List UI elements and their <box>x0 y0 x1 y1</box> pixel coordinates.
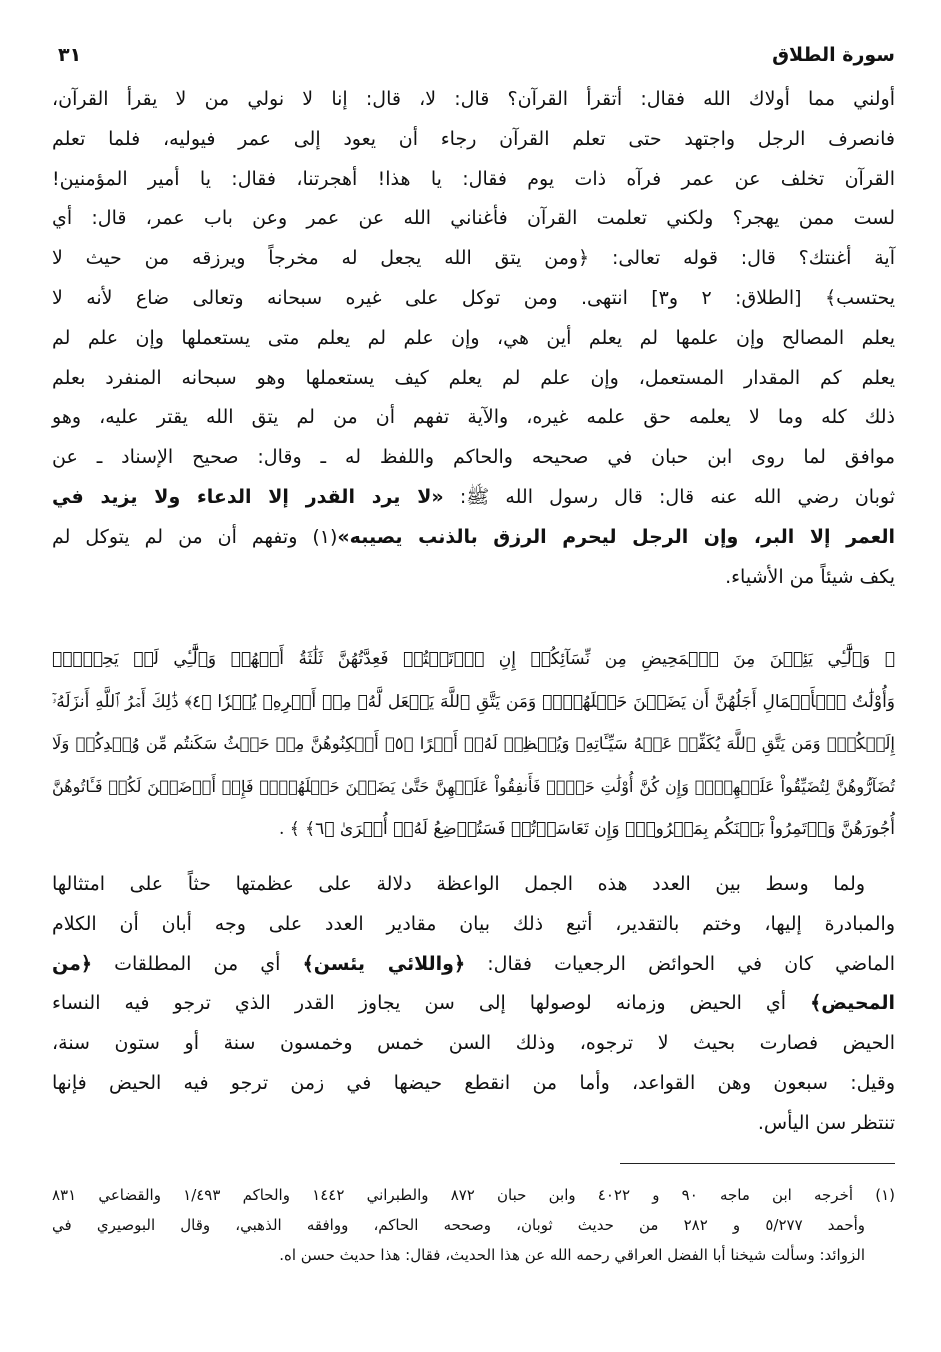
text-line <box>52 558 895 598</box>
bold-text-segment: ﴿واللائي يئسن﴾ <box>302 952 466 975</box>
text-segment: يحتسب﴾ [الطلاق: ٢ و٣] انتهى. ومن توكل على غيره سبحانه وتعالى ضاع لأنه لا <box>52 286 895 309</box>
text-line <box>52 905 895 945</box>
footnote-line: (١) أخرجه ابن ماجه ٩٠ و ٤٠٢٢ وابن حبان ٨٧٢ والطبراني ١٤٤٢ والحاكم ١/٤٩٣ والقضاعي ٨٣١ <box>52 1186 895 1204</box>
text-segment: ذلك كله وما لا يعلمه حق علمه غيره، والآية تفهم أن من لم يتق الله يقتر عليه، وهو <box>52 406 895 429</box>
text-segment: ثوبان رضي الله عنه قال: قال رسول الله ﷺ: <box>443 485 895 508</box>
text-segment: أولني مما أولاك الله فقال: أتقرأ القرآن؟ قال: لا، قال: إنا لا نولي من لا يقرأ القرآن، <box>52 88 895 110</box>
text-line <box>52 160 895 200</box>
verse-line: وَأُوْلَٰتُ ٱلۡأَحۡمَالِ أَجَلُهُنَّ أَن يَضَعۡنَ حَمۡلَهُنَّۚ وَمَن يَتَّقِ ٱللَّهَ يَجۡعَل لَّهُۥ مِنۡ أَمۡرِهِۦ يُسۡرٗا ﴿٤﴾ ذَٰلِكَ أَمۡرُ ٱللَّهِ أَنزَلَهُۥٓ <box>52 691 896 712</box>
text-line <box>52 199 895 239</box>
text-segment: لست ممن يهجر؟ ولكني تعلمت القرآن فأغناني الله عن عمر وعن باب عمر، قال: أي <box>52 207 895 230</box>
text-line <box>52 80 895 120</box>
surah-title: سورة الطلاق <box>772 44 895 66</box>
text-segment: (١) وتفهم أن من لم يتوكل لم <box>52 525 338 548</box>
verse-line: إِلَيۡكُمۡۚ وَمَن يَتَّقِ ٱللَّهَ يُكَفِّرۡ عَنۡهُ سَيِّـَٔاتِهِۦ وَيُعۡظِمۡ لَهُۥٓ أَجۡرًا ﴿٥﴾ أَسۡكِنُوهُنَّ مِنۡ حَيۡثُ سَكَنتُم مِّن وُجۡدِكُمۡ وَلَا <box>52 734 895 753</box>
text-segment: أي الحيض وزمانه لوصولها إلى سن يجاوز القدر الذي ترجو فيه النساء <box>52 992 811 1015</box>
text-line <box>52 319 895 359</box>
footnotes <box>52 1180 895 1270</box>
text-line <box>52 279 895 319</box>
text-segment: القرآن تخلف عن عمر فرآه ذات يوم فقال: يا هذا! أهجرتنا، فقال: يا أمير المؤمنين! <box>52 167 895 190</box>
text-line <box>52 865 895 905</box>
text-line <box>52 398 895 438</box>
text-segment: يعلم المصالح وإن علمها لم يعلم أين هي، وإن علم لم يعلم متى يستعملها وإن علم لم <box>52 326 895 349</box>
bold-text-segment: «لا يرد القدر إلا الدعاء ولا يزيد في <box>52 485 444 508</box>
text-segment: آية أغنتك؟ قال: قوله تعالى: ﴿ومن يتق الله يجعل له مخرجاً ويرزقه من حيث لا <box>52 247 895 270</box>
footnote-line: وأحمد ٥/٢٧٧ و ٢٨٢ من حديث ثوبان، وصححه الحاكم، ووافقه الذهبي، وقال البوصيري في <box>52 1216 866 1234</box>
text-segment: الماضي كان في الحوائض الرجعيات فقال: <box>465 952 895 975</box>
text-line <box>52 984 895 1024</box>
footnote-line: الزوائد: وسألت شيخنا أبا الفضل العراقي رحمه الله عن هذا الحديث، فقال: هذا حديث حسن اه. <box>279 1246 865 1264</box>
text-line <box>52 1064 895 1104</box>
bold-text-segment: ﴿من <box>52 952 92 975</box>
text-line <box>52 478 895 518</box>
bold-text-segment: المحيض﴾ <box>810 992 895 1015</box>
page-number: ٣١ <box>58 44 82 66</box>
text-line <box>52 1104 895 1144</box>
text-line <box>52 239 895 279</box>
verse-line: تُضَآرُّوهُنَّ لِتُضَيِّقُواْ عَلَيۡهِنَّۚ وَإِن كُنَّ أُوْلَٰتِ حَمۡلٖ فَأَنفِقُواْ عَلَيۡهِنَّ حَتَّىٰ يَضَعۡنَ حَمۡلَهُنَّۚ فَإِنۡ أَرۡضَعۡنَ لَكُمۡ فَـَٔاتُوهُنَّ <box>52 776 896 796</box>
text-segment: الحيض فصارت بحيث لا ترجوه، وذلك السن خمس وخمسون سنة أو ستون سنة، <box>52 1032 895 1055</box>
text-segment: وقيل: سبعون وهن القواعد، وأما من انقطع حيضها في زمن ترجو فيه الحيض فإنها <box>52 1071 895 1094</box>
bold-text-segment: العمر إلا البر، وإن الرجل ليحرم الرزق بالذنب يصيبه» <box>337 525 896 548</box>
text-segment: ولما وسط بين العدد هذه الجمل الواعظة دلالة على عظمتها حثاً على امتثالها <box>52 873 865 895</box>
paragraph-commentary <box>52 865 895 1144</box>
text-line <box>52 438 895 478</box>
text-segment: فانصرف الرجل واجتهد حتى تعلم القرآن رجاء أن يعود إلى عمر فيوليه، فلما تعلم <box>52 127 895 150</box>
paragraph-main <box>52 80 895 597</box>
verse-line: ﴿ وَٱلَّٰٓـِٔي يَئِسۡنَ مِنَ ٱلۡمَحِيضِ مِن نِّسَآئِكُمۡ إِنِ ٱرۡتَبۡتُمۡ فَعِدَّتُهُنَّ ثَلَٰثَةُ أَشۡهُرٖ وَٱلَّٰٓـِٔي لَمۡ يَحِضۡنَۚ <box>52 649 895 669</box>
text-segment: يكف شيئاً من الأشياء. <box>725 565 895 588</box>
text-segment: موافق لما روى ابن حبان في صحيحه والحاكم واللفظ له ـ وقال: صحيح الإسناد ـ عن <box>52 446 895 469</box>
text-line <box>52 359 895 399</box>
text-line <box>52 120 895 160</box>
footnote-separator <box>620 1163 895 1164</box>
verse-line: أُجُورَهُنَّ وَأۡتَمِرُواْ بَيۡنَكُم بِمَعۡرُوفٖۖ وَإِن تَعَاسَرۡتُمۡ فَسَتُرۡضِعُ لَهُۥٓ أُخۡرَىٰ ﴿٦﴾ ﴾ . <box>279 819 895 839</box>
text-segment: والمبادرة إليها، وختم بالتقدير، أتبع ذلك بيان مقادير العدد على وجه أبان أن الكلام <box>52 912 895 935</box>
text-segment: تنتظر سن اليأس. <box>757 1111 895 1134</box>
text-line <box>52 945 895 985</box>
text-segment: أي من المطلقات <box>92 952 303 975</box>
text-line <box>52 518 895 558</box>
text-segment: يعلم كم المقدار المستعمل، وإن علم لم يعلم كيف يستعملها وهو سبحانه المنفرد بعلم <box>52 366 895 389</box>
quran-verse-block <box>52 638 895 851</box>
text-line <box>52 1024 895 1064</box>
